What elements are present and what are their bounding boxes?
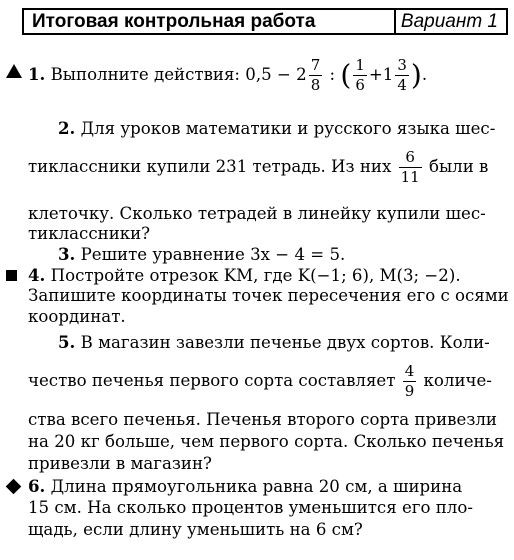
- problem-3: [58, 244, 345, 264]
- problem-5-line-1: [58, 332, 490, 352]
- worksheet-title: Итоговая контрольная работа: [32, 11, 316, 32]
- problem-5-text-2a: чество печенья первого сорта составляет: [28, 371, 396, 390]
- problem-2-text-1: Для уроков математики и русского языка шес-: [80, 119, 496, 138]
- problem-6-number: 6.: [28, 476, 46, 496]
- fraction-4-9: $\frac{4}{9}$: [404, 362, 415, 400]
- problem-6-line-1: [28, 476, 462, 496]
- problem-5-line-2: [28, 364, 492, 399]
- problem-2-line-3: клеточку. Сколько тетрадей в линейку купили шес-: [28, 204, 486, 223]
- problem-4-line-1: [28, 265, 461, 285]
- problem-6-line-3: щадь, если длину уменьшить на 6 см?: [28, 520, 363, 539]
- colon-sign: :: [329, 65, 336, 84]
- problem-1-number: 1.: [28, 64, 46, 84]
- fraction-3-4: $\frac{3}{4}$: [397, 56, 407, 94]
- diamond-icon: [6, 479, 22, 495]
- problem-5-text-2b: количе-: [423, 371, 492, 390]
- problem-2-line-4: тиклассники?: [28, 224, 151, 243]
- open-paren: (: [340, 58, 352, 92]
- problem-1-text: Выполните действия: 0,5 − 2: [50, 65, 307, 84]
- fraction-6-11: $\frac{6}{11}$: [400, 148, 420, 186]
- problem-5-line-4: на 20 кг больше, чем первого сорта. Сколько печенья: [28, 432, 505, 451]
- problem-3-text: Решите уравнение 3x − 4 = 5.: [80, 245, 346, 264]
- problem-2-line-2: [28, 150, 488, 185]
- problem-5-line-3: ства всего печенья. Печенья второго сорта привезли: [28, 410, 497, 429]
- problem-6-line-2: 15 см. На сколько процентов уменьшится его пло-: [28, 498, 473, 517]
- close-paren: ): [410, 58, 422, 92]
- problem-4-number: 4.: [28, 265, 46, 285]
- problem-4-line-3: координат.: [28, 307, 126, 326]
- problem-5-number: 5.: [58, 332, 76, 352]
- triangle-icon: [6, 64, 22, 78]
- problem-6-text-1: Длина прямоугольника равна 20 см, а ширина: [50, 477, 463, 496]
- problem-4-text-1: Постройте отрезок KM, где K(−1; 6), M(3; −2).: [50, 266, 461, 285]
- fraction-1-6: $\frac{1}{6}$: [355, 56, 365, 94]
- square-icon: [6, 270, 17, 281]
- problem-2-text-2a: тиклассники купили 231 тетрадь. Из них: [28, 157, 392, 176]
- variant-label: Вариант 1: [394, 10, 506, 33]
- problem-1: [28, 58, 427, 93]
- problem-2-line-1: [58, 118, 495, 138]
- problem-4-line-2: Запишите координаты точек пересечения его с осями: [28, 286, 509, 305]
- problem-5-line-5: привезли в магазин?: [28, 454, 212, 473]
- problem-5-text-1: В магазин завезли печенье двух сортов. Коли-: [80, 333, 490, 352]
- plus-one: +1: [368, 65, 394, 84]
- header-box: [22, 8, 508, 35]
- problem-3-number: 3.: [58, 244, 76, 264]
- fraction-7-8: $\frac{7}{8}$: [310, 56, 321, 94]
- problem-2-number: 2.: [58, 118, 76, 138]
- period: .: [421, 65, 428, 84]
- problem-2-text-2b: были в: [428, 157, 489, 176]
